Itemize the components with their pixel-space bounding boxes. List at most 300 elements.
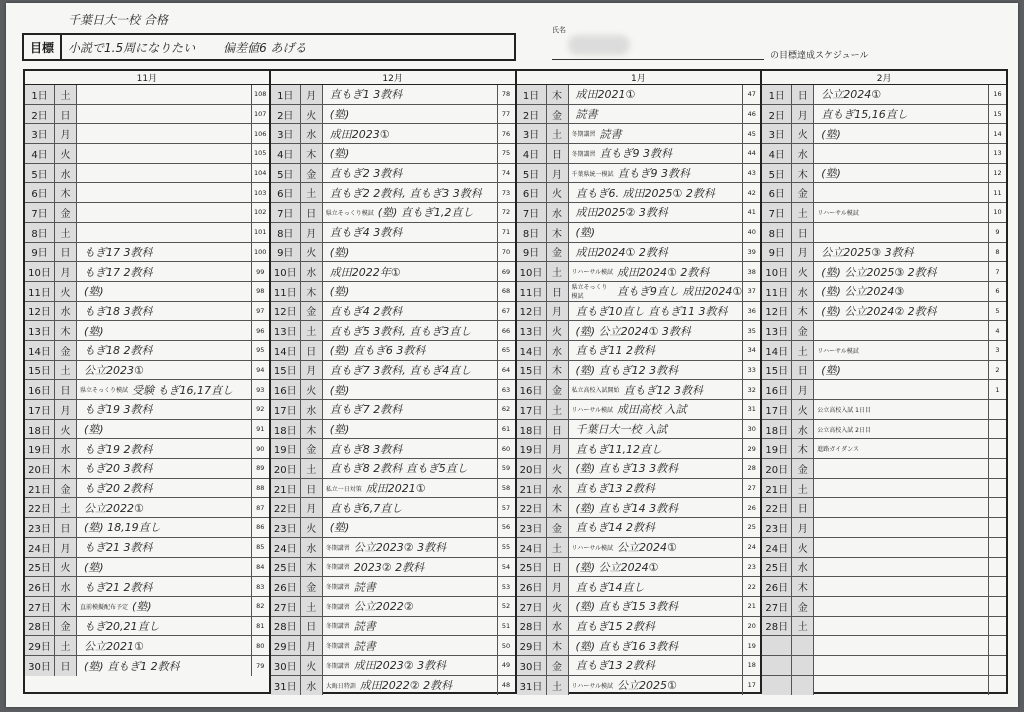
- day-date: 13日: [271, 321, 301, 340]
- day-row: [517, 183, 761, 203]
- day-row: [517, 558, 761, 578]
- day-row: [762, 380, 1006, 400]
- days-remaining: 49: [497, 656, 515, 675]
- days-remaining: 70: [497, 243, 515, 262]
- day-row: [517, 105, 761, 125]
- day-row: [517, 538, 761, 558]
- days-remaining: 37: [742, 282, 760, 301]
- day-row: [271, 302, 515, 322]
- day-row: [762, 282, 1006, 302]
- day-task: 直もぎ8 2教科 直もぎ5直し: [329, 462, 468, 476]
- day-date: 16日: [762, 380, 792, 399]
- day-row: [271, 597, 515, 617]
- day-row: [517, 400, 761, 420]
- day-weekday: 木: [55, 459, 77, 478]
- day-weekday: 火: [547, 321, 569, 340]
- day-weekday: 水: [547, 341, 569, 360]
- days-remaining: 108: [251, 85, 269, 104]
- schedule-title: の目標達成スケジュール: [770, 51, 869, 61]
- days-remaining: 23: [742, 558, 760, 577]
- days-remaining: 36: [742, 302, 760, 321]
- day-date: 17日: [25, 400, 55, 419]
- days-remaining: 26: [742, 498, 760, 517]
- days-remaining: [988, 518, 1006, 537]
- day-task-cell: [569, 400, 743, 419]
- day-date: 16日: [271, 380, 301, 399]
- day-date: 31日: [271, 676, 301, 696]
- day-event: 冬期講習: [325, 584, 350, 592]
- goal-box: [22, 33, 516, 61]
- day-date: 17日: [271, 400, 301, 419]
- day-row: [271, 203, 515, 223]
- day-task: 読書: [353, 619, 376, 633]
- day-date: 28日: [762, 617, 792, 636]
- day-weekday: 水: [792, 558, 814, 577]
- day-weekday: 日: [301, 203, 323, 222]
- day-task-cell: [814, 85, 988, 104]
- day-date: 24日: [762, 538, 792, 557]
- day-event: 冬期講習: [325, 643, 350, 651]
- days-remaining: 68: [497, 282, 515, 301]
- day-task: (塾) 公立2024① 3教科: [575, 324, 691, 338]
- day-event: 進路ガイダンス: [817, 446, 859, 454]
- days-remaining: 80: [251, 636, 269, 655]
- day-task-cell: [569, 597, 743, 616]
- day-row: [517, 124, 761, 144]
- day-task: 公立2025③ 3教科: [821, 245, 914, 259]
- days-remaining: 32: [742, 380, 760, 399]
- days-remaining: 14: [988, 124, 1006, 143]
- day-date: 2日: [517, 105, 547, 124]
- day-weekday: 金: [547, 518, 569, 537]
- day-task-cell: [323, 341, 497, 360]
- day-task-cell: [814, 282, 988, 301]
- day-row: [762, 243, 1006, 263]
- day-row: [762, 498, 1006, 518]
- day-weekday: 木: [547, 85, 569, 104]
- day-weekday: 日: [55, 380, 77, 399]
- day-task-cell: [77, 262, 251, 281]
- day-date: 4日: [25, 144, 55, 163]
- day-row: [762, 420, 1006, 440]
- day-date: 15日: [762, 361, 792, 380]
- days-remaining: [988, 420, 1006, 439]
- day-weekday: 木: [301, 558, 323, 577]
- day-row: [762, 577, 1006, 597]
- day-task: 成田2024① 2教科: [575, 245, 668, 259]
- days-remaining: 28: [742, 459, 760, 478]
- day-row: [517, 597, 761, 617]
- days-remaining: 60: [497, 439, 515, 458]
- top-note: 千葉日大一校 合格: [68, 13, 168, 27]
- day-weekday: 水: [301, 538, 323, 557]
- day-task-cell: [814, 361, 988, 380]
- day-row: [517, 262, 761, 282]
- day-weekday: 土: [301, 321, 323, 340]
- day-row: [517, 420, 761, 440]
- day-row: [271, 439, 515, 459]
- day-task-cell: [77, 518, 251, 537]
- day-task-cell: [569, 420, 743, 439]
- day-task-cell: [77, 498, 251, 517]
- day-date: 17日: [517, 400, 547, 419]
- day-task: 直もぎ4 2教科: [329, 304, 403, 318]
- day-task: 2023② 2教科: [353, 560, 425, 574]
- day-date: 5日: [762, 164, 792, 183]
- day-date: 26日: [762, 577, 792, 596]
- day-date: 5日: [25, 164, 55, 183]
- day-weekday: 火: [792, 262, 814, 281]
- days-remaining: [988, 577, 1006, 596]
- day-task-cell: [569, 321, 743, 340]
- day-task-cell: [323, 459, 497, 478]
- day-task-cell: [569, 676, 743, 696]
- day-date: 19日: [762, 439, 792, 458]
- day-weekday: 土: [301, 183, 323, 202]
- days-remaining: 98: [251, 282, 269, 301]
- days-remaining: 62: [497, 400, 515, 419]
- day-task-cell: [814, 538, 988, 557]
- day-weekday: 月: [301, 361, 323, 380]
- day-weekday: 水: [301, 400, 323, 419]
- day-task: (塾) 公立2024② 2教科: [821, 304, 937, 318]
- days-remaining: 39: [742, 243, 760, 262]
- day-task-cell: [323, 498, 497, 517]
- day-task-cell: [569, 617, 743, 636]
- day-row: [762, 361, 1006, 381]
- days-remaining: 107: [251, 105, 269, 124]
- day-row: [762, 617, 1006, 637]
- month-column: [762, 71, 1006, 692]
- day-weekday: 木: [301, 420, 323, 439]
- day-weekday: 火: [792, 124, 814, 143]
- days-remaining: 53: [497, 577, 515, 596]
- day-date: 14日: [762, 341, 792, 360]
- day-row: [517, 459, 761, 479]
- day-date: 19日: [271, 439, 301, 458]
- schedule-grid: [23, 69, 1008, 694]
- day-date: 3日: [25, 124, 55, 143]
- days-remaining: 30: [742, 420, 760, 439]
- day-row: [271, 243, 515, 263]
- day-date: 21日: [271, 479, 301, 498]
- day-weekday: 土: [792, 341, 814, 360]
- day-task-cell: [323, 124, 497, 143]
- month-header: 1月: [517, 71, 761, 85]
- day-date: 9日: [271, 243, 301, 262]
- day-row: [25, 203, 269, 223]
- day-date: 17日: [762, 400, 792, 419]
- day-weekday: 月: [792, 105, 814, 124]
- day-task-cell: [323, 636, 497, 655]
- day-date: 4日: [762, 144, 792, 163]
- day-task-cell: [814, 479, 988, 498]
- day-date: 27日: [517, 597, 547, 616]
- day-event: 公立高校入試 1日目: [817, 406, 871, 414]
- day-task-cell: [77, 183, 251, 202]
- days-remaining: 50: [497, 636, 515, 655]
- days-remaining: [988, 400, 1006, 419]
- day-task: 公立2024①: [617, 541, 677, 555]
- day-task-cell: [323, 105, 497, 124]
- day-row: [25, 577, 269, 597]
- day-task-cell: [77, 597, 251, 616]
- day-row: [517, 85, 761, 105]
- day-task: 受験 もぎ16,17直し: [132, 383, 234, 397]
- day-task: 成田2021①: [575, 88, 636, 102]
- day-task-cell: [569, 380, 743, 399]
- day-weekday: 木: [55, 597, 77, 616]
- day-task-cell: [77, 656, 251, 676]
- days-remaining: 65: [497, 341, 515, 360]
- day-task-cell: [77, 321, 251, 340]
- day-weekday: 日: [792, 361, 814, 380]
- days-remaining: 99: [251, 262, 269, 281]
- day-weekday: 火: [547, 459, 569, 478]
- day-event: 私立一日対策: [325, 485, 362, 493]
- day-weekday: 水: [55, 577, 77, 596]
- day-task: 千葉日大一校 入試: [575, 423, 667, 437]
- day-task-cell: [77, 243, 251, 262]
- day-row: [271, 380, 515, 400]
- day-task-cell: [77, 636, 251, 655]
- day-task-cell: [77, 223, 251, 242]
- day-row: [517, 243, 761, 263]
- day-row: [517, 361, 761, 381]
- days-remaining: 25: [742, 518, 760, 537]
- days-remaining: 20: [742, 617, 760, 636]
- day-task: 公立2025①: [617, 679, 677, 693]
- day-task: (塾): [821, 127, 841, 141]
- days-remaining: 93: [251, 380, 269, 399]
- day-task-cell: [814, 302, 988, 321]
- day-task-cell: [323, 617, 497, 636]
- day-weekday: 土: [55, 85, 77, 104]
- day-task-cell: [814, 144, 988, 163]
- day-event: 冬期講習: [325, 564, 350, 572]
- day-task: もぎ20 2教科: [84, 482, 153, 496]
- day-weekday: 金: [301, 164, 323, 183]
- day-task: 読書: [599, 127, 622, 141]
- day-task-cell: [569, 262, 743, 281]
- day-weekday: 水: [301, 262, 323, 281]
- day-weekday: 木: [301, 282, 323, 301]
- day-task-cell: [77, 577, 251, 596]
- day-date: 20日: [25, 459, 55, 478]
- day-weekday: [792, 636, 814, 655]
- days-remaining: 52: [497, 597, 515, 616]
- day-date: 11日: [517, 282, 547, 301]
- day-event: 冬期講習: [571, 131, 596, 139]
- day-task-cell: [77, 479, 251, 498]
- day-row: [271, 361, 515, 381]
- day-row: [25, 243, 269, 263]
- days-remaining: 102: [251, 203, 269, 222]
- day-row: [517, 321, 761, 341]
- day-date: 22日: [517, 498, 547, 517]
- day-row: [762, 223, 1006, 243]
- day-event: 冬期講習: [325, 544, 350, 552]
- name-line: [552, 59, 764, 60]
- day-task-cell: [814, 617, 988, 636]
- days-remaining: 63: [497, 380, 515, 399]
- day-task-cell: [814, 380, 988, 399]
- days-remaining: 24: [742, 538, 760, 557]
- day-row: [25, 361, 269, 381]
- days-remaining: 9: [988, 223, 1006, 242]
- day-row: [271, 558, 515, 578]
- day-date: 11日: [762, 282, 792, 301]
- day-task-cell: [814, 439, 988, 458]
- day-weekday: 月: [792, 518, 814, 537]
- day-task-cell: [814, 558, 988, 577]
- day-date: 9日: [517, 243, 547, 262]
- day-weekday: 金: [547, 656, 569, 675]
- day-task-cell: [323, 656, 497, 675]
- day-date: 1日: [25, 85, 55, 104]
- day-task: (塾) 直もぎ6 3教科: [329, 344, 426, 358]
- days-remaining: 31: [742, 400, 760, 419]
- day-weekday: 土: [547, 124, 569, 143]
- day-task: (塾) 公立2024①: [575, 560, 659, 574]
- day-weekday: 月: [547, 577, 569, 596]
- day-date: 18日: [25, 420, 55, 439]
- day-task: 直もぎ15 2教科: [575, 619, 655, 633]
- days-remaining: 101: [251, 223, 269, 242]
- day-task: 公立2021①: [84, 639, 144, 653]
- day-row: [25, 341, 269, 361]
- day-weekday: 水: [547, 617, 569, 636]
- day-date: 21日: [25, 479, 55, 498]
- day-row: [271, 321, 515, 341]
- days-remaining: 97: [251, 302, 269, 321]
- day-event: 直前模擬配布予定: [80, 603, 129, 611]
- day-event: 県立そっくり模試: [325, 209, 374, 217]
- day-row: [271, 183, 515, 203]
- day-weekday: 日: [55, 518, 77, 537]
- days-remaining: 88: [251, 479, 269, 498]
- day-weekday: 木: [792, 302, 814, 321]
- day-task-cell: [569, 577, 743, 596]
- day-date: 3日: [517, 124, 547, 143]
- day-event: 冬期講習: [571, 150, 596, 158]
- day-task-cell: [323, 243, 497, 262]
- day-row: [517, 676, 761, 696]
- day-date: 18日: [271, 420, 301, 439]
- days-remaining: 13: [988, 144, 1006, 163]
- day-date: 25日: [517, 558, 547, 577]
- day-task-cell: [569, 656, 743, 675]
- day-date: 20日: [762, 459, 792, 478]
- day-weekday: 金: [55, 479, 77, 498]
- day-task-cell: [569, 124, 743, 143]
- days-remaining: 81: [251, 617, 269, 636]
- days-remaining: [988, 538, 1006, 557]
- day-task: (塾): [84, 423, 104, 437]
- day-row: [517, 164, 761, 184]
- day-date: 21日: [517, 479, 547, 498]
- day-task: もぎ18 3教科: [84, 304, 153, 318]
- day-date: 24日: [271, 538, 301, 557]
- days-remaining: 79: [251, 656, 269, 676]
- day-task-cell: [569, 518, 743, 537]
- days-remaining: 76: [497, 124, 515, 143]
- day-task-cell: [814, 597, 988, 616]
- day-row: [271, 262, 515, 282]
- day-event: 冬期講習: [325, 603, 350, 611]
- day-row: [517, 380, 761, 400]
- day-row: [517, 439, 761, 459]
- day-row: [271, 400, 515, 420]
- day-task-cell: [323, 518, 497, 537]
- goal-text: [62, 35, 307, 59]
- day-task: 公立2022②: [353, 600, 414, 614]
- day-weekday: 金: [792, 459, 814, 478]
- day-row: [25, 144, 269, 164]
- day-row: [25, 617, 269, 637]
- day-weekday: 金: [792, 183, 814, 202]
- day-task: 成田2025② 3教科: [575, 206, 668, 220]
- day-task-cell: [569, 439, 743, 458]
- day-task-cell: [814, 459, 988, 478]
- day-row: [25, 124, 269, 144]
- day-task: 直もぎ14直し: [575, 580, 645, 594]
- day-weekday: 月: [547, 164, 569, 183]
- day-weekday: 水: [55, 164, 77, 183]
- day-task: 読書: [575, 108, 598, 122]
- days-remaining: 12: [988, 164, 1006, 183]
- day-row: [762, 164, 1006, 184]
- day-row: [271, 223, 515, 243]
- days-remaining: 58: [497, 479, 515, 498]
- day-task: 直もぎ14 2教科: [575, 521, 655, 535]
- day-row: [25, 558, 269, 578]
- day-weekday: 土: [55, 636, 77, 655]
- day-row: [271, 577, 515, 597]
- day-row: [25, 498, 269, 518]
- day-task-cell: [569, 498, 743, 517]
- day-task-cell: [569, 243, 743, 262]
- day-date: 18日: [762, 420, 792, 439]
- day-task-cell: [323, 439, 497, 458]
- day-task-cell: [569, 459, 743, 478]
- day-date: 9日: [762, 243, 792, 262]
- day-task: 成田2021①: [365, 482, 426, 496]
- day-row: [25, 518, 269, 538]
- day-weekday: 金: [301, 439, 323, 458]
- day-date: 7日: [25, 203, 55, 222]
- day-weekday: 火: [55, 144, 77, 163]
- month-column: [25, 71, 271, 692]
- day-weekday: 日: [55, 243, 77, 262]
- day-task: (塾) 18,19直し: [84, 521, 161, 535]
- day-weekday: 火: [547, 183, 569, 202]
- day-event: リハーサル模試: [571, 682, 614, 690]
- day-date: 11日: [25, 282, 55, 301]
- day-weekday: 金: [792, 321, 814, 340]
- days-remaining: 96: [251, 321, 269, 340]
- day-weekday: 土: [55, 361, 77, 380]
- day-weekday: 日: [792, 85, 814, 104]
- day-event: 冬期講習: [325, 662, 350, 670]
- day-task-cell: [323, 85, 497, 104]
- days-remaining: [988, 656, 1006, 675]
- day-task: 直もぎ13 2教科: [575, 659, 655, 673]
- day-task-cell: [323, 538, 497, 557]
- day-row: [762, 518, 1006, 538]
- day-row: [25, 105, 269, 125]
- day-task: (塾) 直もぎ16 3教科: [575, 639, 679, 653]
